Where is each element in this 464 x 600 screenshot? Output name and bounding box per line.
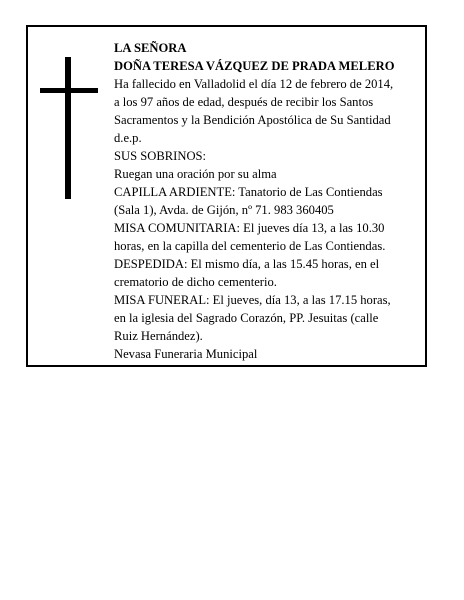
misa-funeral-line: en la iglesia del Sagrado Corazón, PP. Jesuitas (calle — [114, 311, 379, 325]
cross-icon — [40, 57, 98, 199]
misa-funeral-line: Ruiz Hernández). — [114, 329, 203, 343]
announcement-line: a los 97 años de edad, después de recibir los Santos — [114, 95, 374, 109]
capilla-ardiente-line: (Sala 1), Avda. de Gijón, nº 71. 983 360405 — [114, 203, 334, 217]
funeral-home: Nevasa Funeraria Municipal — [114, 347, 258, 361]
despedida-line: DESPEDIDA: El mismo día, a las 15.45 horas, en el — [114, 257, 380, 271]
relatives-heading: SUS SOBRINOS: — [114, 149, 207, 163]
notice-text — [114, 39, 424, 363]
cross-vertical-bar — [65, 57, 71, 199]
announcement-line: Sacramentos y la Bendición Apostólica de Su Santidad — [114, 113, 391, 127]
announcement-line: Ha fallecido en Valladolid el día 12 de febrero de 2014, — [114, 77, 394, 91]
despedida-line: crematorio de dicho cementerio. — [114, 275, 277, 289]
announcement-line: d.e.p. — [114, 131, 142, 145]
capilla-ardiente-line: CAPILLA ARDIENTE: Tanatorio de Las Contiendas — [114, 185, 383, 199]
header-title: LA SEÑORA — [114, 41, 187, 55]
misa-funeral-line: MISA FUNERAL: El jueves, día 13, a las 17.15 horas, — [114, 293, 391, 307]
prayer-request: Ruegan una oración por su alma — [114, 167, 277, 181]
obituary-notice — [26, 25, 427, 367]
deceased-name: DOÑA TERESA VÁZQUEZ DE PRADA MELERO — [114, 59, 395, 73]
cross-horizontal-bar — [40, 88, 98, 93]
misa-comunitaria-line: MISA COMUNITARIA: El jueves día 13, a las 10.30 — [114, 221, 385, 235]
misa-comunitaria-line: horas, en la capilla del cementerio de Las Contiendas. — [114, 239, 386, 253]
